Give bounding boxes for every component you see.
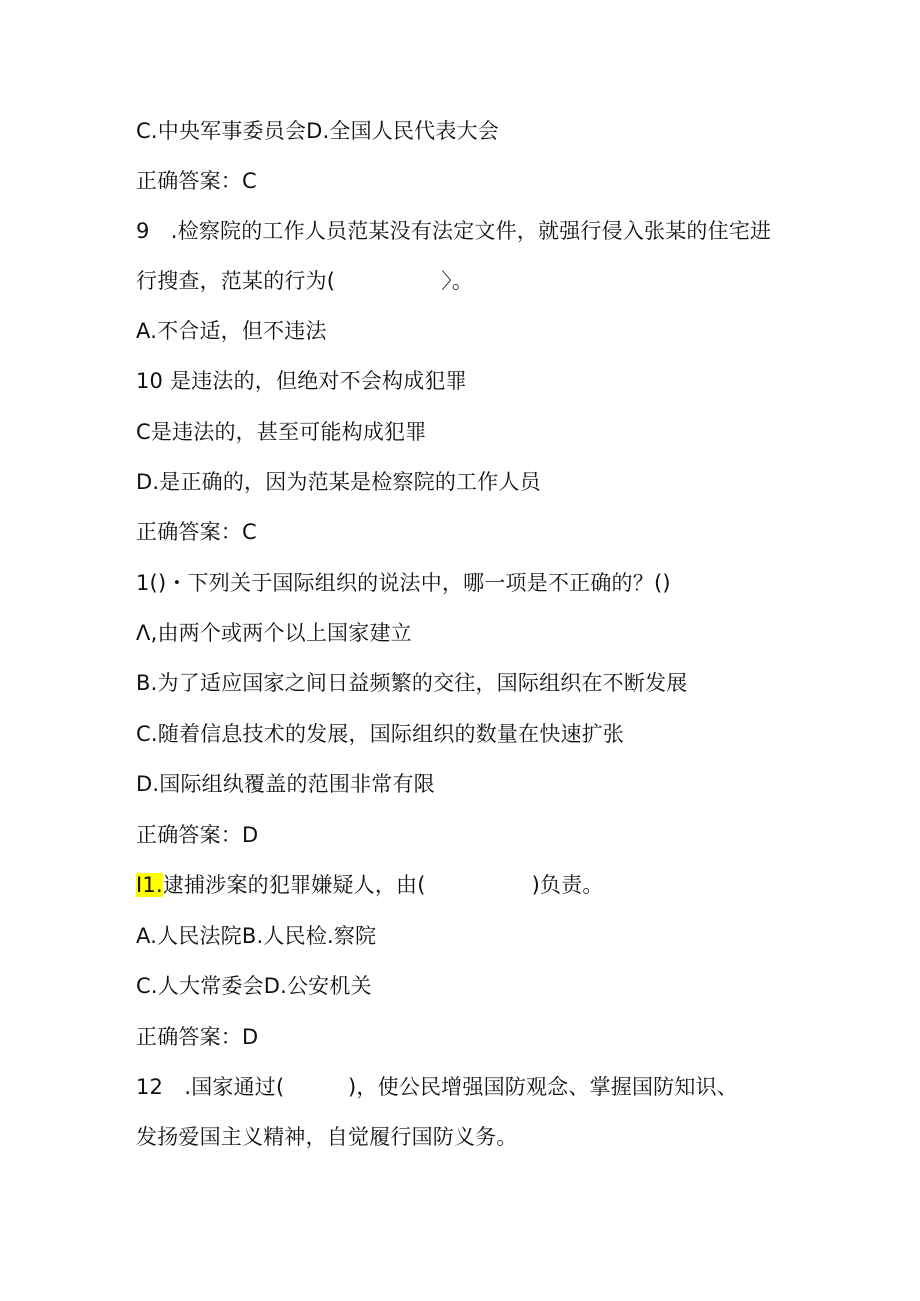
answer-line: 正确答案：C — [136, 520, 257, 544]
question-line: 行搜查，范某的行为( 〉。 — [136, 269, 474, 293]
highlighted-question-number: I1. — [136, 873, 163, 897]
answer-line: 正确答案：D — [136, 823, 259, 847]
option-line: A.不合适，但不违法 — [136, 319, 327, 343]
question-line — [136, 870, 604, 900]
question-line: 9 .检察院的工作人员范某没有法定文件，就强行侵入张某的住宅进 — [136, 219, 772, 243]
option-line: Λ,由两个或两个以上国家建立 — [136, 621, 412, 645]
text-line: C.中央军事委员会D.全国人民代表大会 — [136, 119, 499, 143]
option-line: C是违法的，甚至可能构成犯罪 — [136, 420, 427, 444]
question-line: 1()・下列关于国际组织的说法中，哪一项是不正确的？() — [136, 571, 671, 595]
option-line: C.人大常委会D.公安机关 — [136, 974, 372, 998]
option-line: D.国际组纨覆盖的范围非常有限 — [136, 772, 435, 796]
option-line: B.为了适应国家之间日益频繁的交往，国际组织在不断发展 — [136, 671, 688, 695]
answer-line: 正确答案：D — [136, 1025, 259, 1049]
question-text: 逮捕涉案的犯罪嫌疑人，由( )负责。 — [162, 873, 604, 897]
option-line: A.人民法院B.人民检.察院 — [136, 924, 377, 948]
option-line: C.随着信息技术的发展，国际组织的数量在快速扩张 — [136, 722, 625, 746]
option-line: 10 是违法的，但绝对不会构成犯罪 — [136, 369, 467, 393]
answer-line: 正确答案：C — [136, 169, 257, 193]
question-line: 发扬爱国主义精神，自觉履行国防义务。 — [136, 1125, 518, 1149]
option-line: D.是正确的，因为范某是检察院的工作人员 — [136, 470, 541, 494]
question-line: 12 .国家通过( )，使公民增强国防观念、掌握国防知识、 — [136, 1075, 738, 1099]
